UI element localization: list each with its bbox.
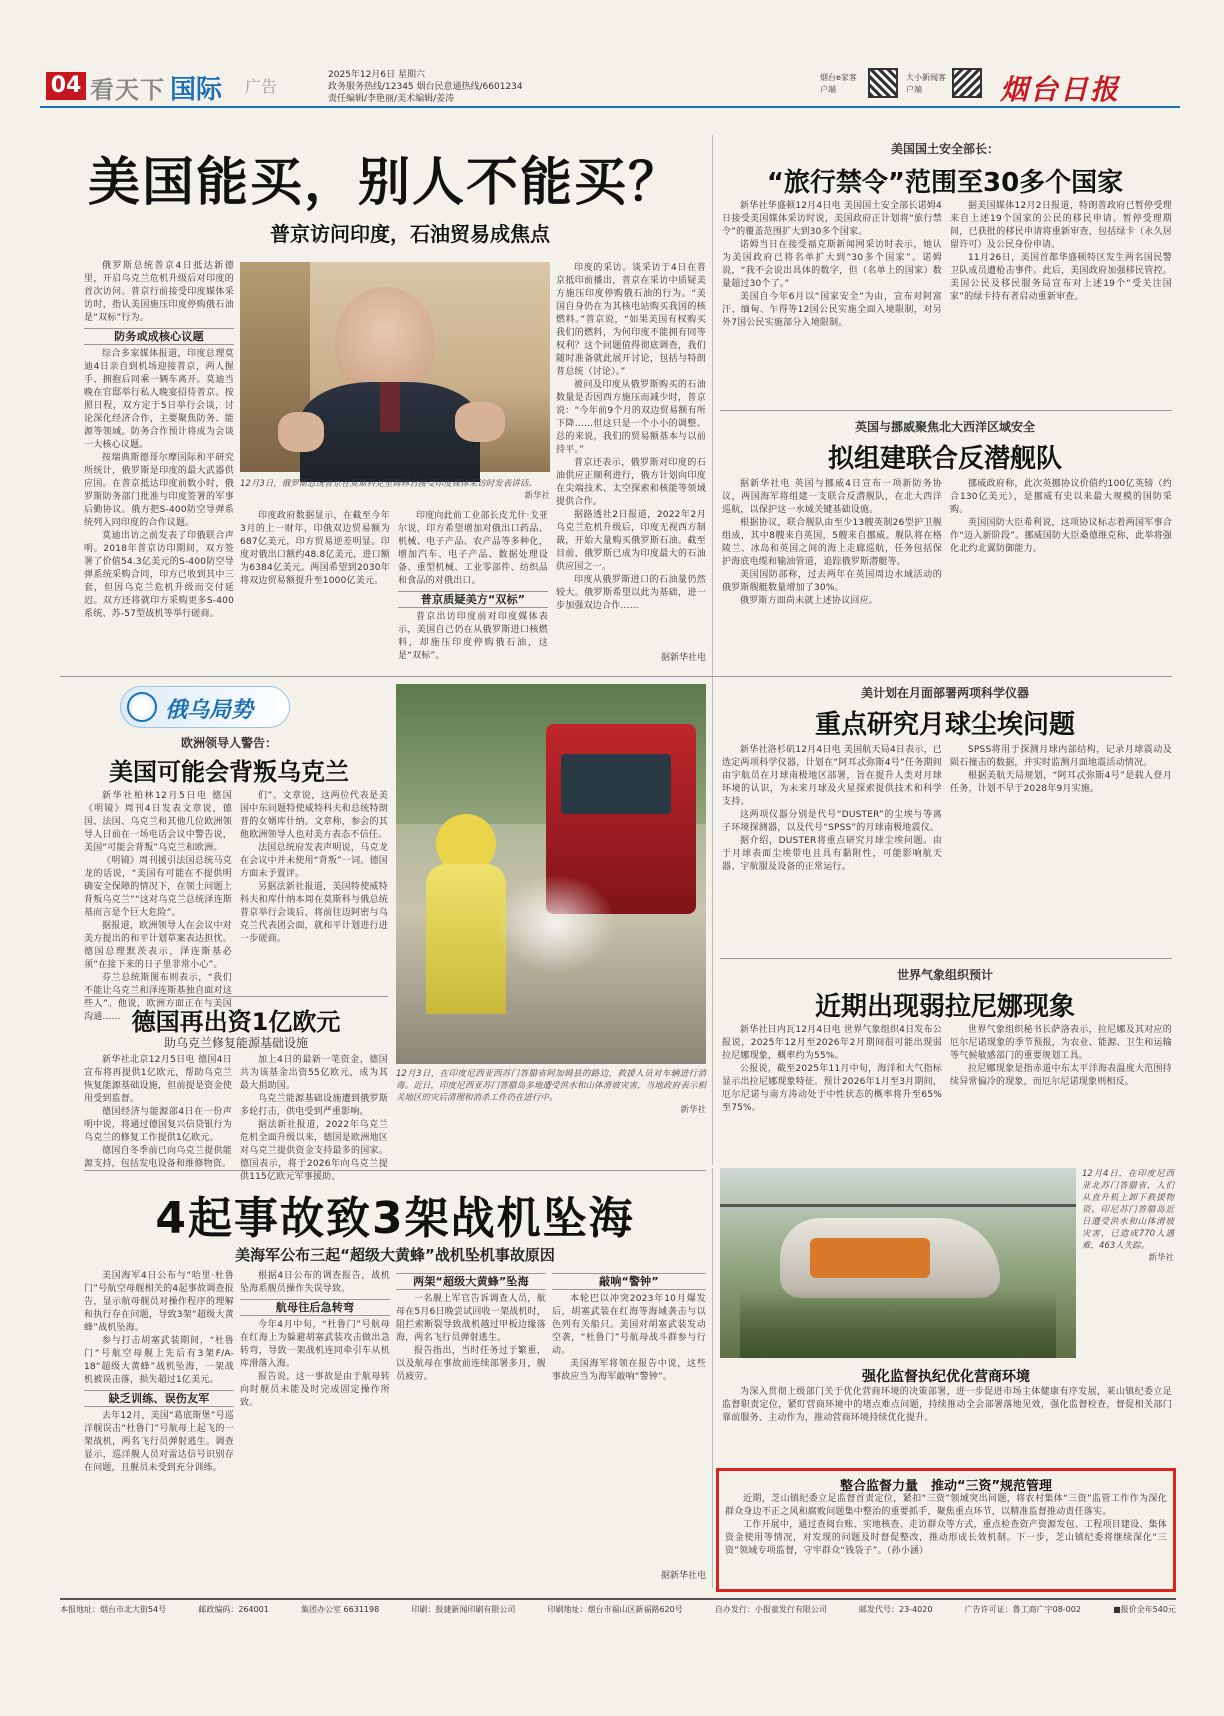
lead-col-1 bbox=[84, 260, 234, 660]
column-divider bbox=[712, 1168, 713, 1588]
helicopter-caption: 12月4日，在印度尼西亚北苏门答腊省，人们从直升机上卸下救援物资。印尼苏门答腊岛近日遭受洪水和山体滑坡灾害，已造成770人遇难，463人失踪。 新华社 bbox=[1082, 1169, 1174, 1263]
lead-paragraph: 普京还表示，俄罗斯对印度的石油供应正顺利进行，俄方计划向印度在尖端技术、太空探索和核能等领域提供合作。 bbox=[556, 458, 706, 507]
lanina-paragraph: 公报说，截至2025年11月中旬，海洋和大气指标显示出拉尼娜现象特征。预计2026年1月至3月期间，厄尔尼诺与南方涛动处于中性状态的概率将升至65%至75%。 bbox=[722, 1064, 942, 1113]
lead-paragraph: 综合多家媒体报道，印度总理莫迪4日亲自到机场迎接普京，两人握手、拥抱后同乘一辆车离开。莫迪当晚在官邸举行私人晚宴招待普京。按照日程，双方定于5日举行会谈，讨论深化经济合作，主要聚焦防务、能源等领域。防务合作预计将成为会谈一大核心议题。 bbox=[84, 349, 234, 450]
aid-col-1 bbox=[84, 1054, 232, 1169]
ukraine-paragraph: 《明镜》周刊援引法国总统马克龙的话说，“美国有可能在不提供明确安全保障的情况下，在领土问题上背叛乌克兰”“这对乌克兰总统泽连斯基而言是个巨大危险”。 bbox=[84, 856, 232, 918]
lanina-paragraph: 新华社日内瓦12月4日电 世界气象组织4日发布公报说，2025年12月至2026年2月期间很可能出现弱拉尼娜现象，概率约为55%。 bbox=[722, 1025, 942, 1061]
aid-paragraph: 德国经济与能源部4日在一份声明中说，将通过德国复兴信贷银行为乌克兰的修复工作提供1亿欧元。 bbox=[84, 1107, 232, 1143]
lunar-col-1 bbox=[722, 744, 942, 954]
disinfection-photo bbox=[396, 684, 706, 1064]
lead-subhead: 防务或成核心议题 bbox=[84, 328, 234, 345]
lead-headline: 美国能买，别人不能买？ bbox=[87, 153, 682, 213]
jets-subhead: 两架“超级大黄蜂”坠海 bbox=[396, 1273, 546, 1290]
travel-paragraph: 据美国媒体12月2日报道，特朗普政府已暂停受理来自上述19个国家的公民的移民申请。暂停受理期间，已获批的移民申请将重新审查，包括绿卡（永久居留许可）及公民身份申请。 bbox=[950, 201, 1172, 250]
jets-paragraph: 去年12月，美国“葛底斯堡”号巡洋舰误击“杜鲁门”号航母上起飞的一架战机，两名飞行员弹射逃生。调查显示，巡洋舰人员对雷达信号识别存在问题，且舰员未受到充分训练。 bbox=[84, 1411, 234, 1473]
footer-post: 邮政编码：264001 bbox=[198, 1605, 269, 1614]
local-paragraph: 为深入贯彻上级部门关于优化营商环境的决策部署，进一步促进市场主体健康有序发展，莱山镇纪委立足监督职责定位，紧盯营商环境中的堵点难点问题，持续推动全会部署落地见效，强化监督检查，督促相关部门靠前服务、主动作为，推动营商环境持续优化提升。 bbox=[722, 1387, 1172, 1423]
jets-subhead: 缺乏训练、误伤友军 bbox=[84, 1390, 234, 1407]
editors: 责任编辑/李艳丽/美术编辑/姜涛 bbox=[328, 94, 455, 104]
ukraine-col-1 bbox=[84, 790, 232, 1022]
ukraine-paragraph: 据报道，欧洲领导人在会议中对美方提出的和平计划草案表达担忧。德国总理默茨表示，泽连斯基必须“在接下来的日子里非常小心”。 bbox=[84, 921, 232, 970]
ukraine-paragraph: 芬兰总统斯图布则表示，“我们不能让乌克兰和泽连斯基独自面对这些人”。他说，欧洲方面正在与美国沟通…… bbox=[84, 973, 232, 1022]
lunar-kicker: 美计划在月面部署两项科学仪器 bbox=[860, 686, 1029, 700]
section-divider bbox=[60, 676, 1172, 677]
jets-paragraph: 一名舰上军官告诉调查人员，航母在5月6日晚尝试回收一架战机时，阻拦索断裂导致战机越过甲板边缘落海，两名飞行员弹射逃生。 bbox=[396, 1294, 546, 1343]
jets-paragraph: 今年4月中旬，“杜鲁门”号航母在红海上为躲避胡塞武装攻击做出急转弯，导致一架战机连同牵引车从机库滑落入海。 bbox=[240, 1320, 390, 1369]
jets-paragraph: 美国海军将领在报告中说，这些事故应当为海军敲响“警钟”。 bbox=[552, 1359, 706, 1382]
footer-license: 广告许可证：鲁工商广字08-002 bbox=[964, 1605, 1081, 1614]
footer-phone: 集团办公室 6631198 bbox=[301, 1605, 380, 1614]
lunar-paragraph: SPSS将用于探测月球内部结构，记录月球震动及陨石撞击的数据，并实时监测月面地震活动情况。 bbox=[950, 745, 1172, 768]
ukraine-badge: 俄乌局势 bbox=[120, 686, 290, 728]
jets-subhead: 航母往后急转弯 bbox=[240, 1299, 390, 1316]
lanina-col-2 bbox=[950, 1024, 1172, 1164]
lead-paragraph: 被问及印度从俄罗斯购买的石油数量是否因西方施压而减少时，普京说：“今年前9个月的双边贸易额有所下降……但这只是一个小小的调整。总的来说，我们的贸易额基本与以前持平。” bbox=[556, 380, 706, 455]
lunar-paragraph: 据介绍，DUSTER将重点研究月球尘埃问题。由于月球表面尘埃带电且具有黏附性，可能影响航天器、宇航服及设备的正常运行。 bbox=[722, 836, 942, 872]
lanina-paragraph: 拉尼娜现象是指赤道中东太平洋海表温度大范围持续异常偏冷的现象，而厄尔尼诺现象则相反。 bbox=[950, 1064, 1172, 1087]
lead-paragraph: 印度向此前工业部长皮尤什·戈亚尔说，印方希望增加对俄出口药品、机械、电子产品、农产品等多种化，增加汽车、电子产品、数据处理设备、重型机械、工业零部件、纺织品和食品的对俄出口。 bbox=[398, 511, 548, 586]
lanina-col-1 bbox=[722, 1024, 942, 1164]
lead-paragraph: 印度的采访。谈采访于4日在普京抵印前播出，普京在采访中质疑美方施压印度停购俄石油的行为。“美国自身仍在为其核电站购买我国的核燃料。”普京说，“如果美国有权购买我们的燃料，为何印度不能拥有同等权利？这个问题值得彻底调查，我们随时准备就此展开讨论，包括与特朗普总统（讨论）。” bbox=[556, 263, 706, 377]
disinfection-caption: 12月3日，在印度尼西亚西苏门答腊省阿加姆县的路边，救援人员对车辆进行消毒。近日，印度尼西亚苏门答腊岛多地遭受洪水和山体滑坡灾害，当地政府表示相关地区的灾后清理和消杀工作仍在进行中。 新华社 bbox=[396, 1069, 706, 1115]
lunar-col-2 bbox=[950, 744, 1172, 954]
jets-paragraph: 美国海军4日公布与“哈里·杜鲁门”号航空母舰相关的4起事故调查报告，显示航母舰员对操作程序的理解和执行存在问题，导致3架“超级大黄蜂”战机坠海。 bbox=[84, 1271, 234, 1333]
local-body bbox=[722, 1386, 1172, 1466]
travel-paragraph: 新华社华盛顿12月4日电 美国国土安全部长诺姆4日接受美国媒体采访时说，美国政府正计划将“旅行禁令”的覆盖范围扩大到30多个国家。 bbox=[722, 201, 942, 237]
aid-headline: 德国再出资1亿欧元 bbox=[131, 1008, 341, 1036]
page-number: 04 bbox=[46, 72, 86, 100]
section-name: 看天下 bbox=[90, 76, 165, 104]
paper-logo: 烟台日报 bbox=[1000, 73, 1121, 106]
jets-paragraph: 根据4日公布的调查报告，战机坠海系舰员操作失误导致。 bbox=[240, 1271, 390, 1294]
sub-paragraph: 挪威政府称，此次英挪协议价值约100亿英镑（约合130亿美元），是挪威有史以来最大规模的国防采购。 bbox=[950, 479, 1172, 515]
jets-paragraph: 报告说，这一事故是由于航母转向时舰员未能及时完成固定操作所致。 bbox=[240, 1372, 390, 1408]
putin-photo-caption: 12月3日，俄罗斯总统普京在莫斯科克里姆林宫接受印度媒体采访时发表讲话。 新华社 bbox=[240, 479, 550, 501]
jets-col-3 bbox=[396, 1270, 546, 1580]
qr-label-1: 烟台e家客户端 bbox=[820, 73, 857, 94]
ukraine-paragraph: 另据法新社报道，美国特使威特科夫和库什纳本周在莫斯科与俄总统普京举行会谈后，将前往迈阿密与乌克兰代表团会面，就和平计划进行进一步磋商。 bbox=[240, 882, 388, 944]
masthead-rule bbox=[40, 106, 1180, 108]
section-divider bbox=[84, 996, 388, 997]
ad-tag: 广告 bbox=[245, 77, 278, 96]
masthead bbox=[40, 66, 1170, 106]
section-divider bbox=[84, 1170, 706, 1171]
jets-subheadline: 美海军公布三起“超级大黄蜂”战机坠机事故原因 bbox=[235, 1246, 555, 1264]
aid-paragraph: 乌克兰能源基础设施遭到俄罗斯多轮打击，供电受到严重影响。 bbox=[240, 1094, 388, 1117]
footer-dist-code: 邮发代号：23-4020 bbox=[859, 1605, 933, 1614]
travel-col-2 bbox=[950, 200, 1172, 406]
lead-paragraph: 印度从俄罗斯进口的石油量仍然较大。俄罗斯希望以此为基础，进一步加强双边合作…… bbox=[556, 575, 706, 611]
footer-rule bbox=[60, 1598, 1176, 1600]
footer-print: 印刷：报捷新闻印刷有限公司 bbox=[411, 1605, 516, 1614]
section-divider bbox=[720, 410, 1172, 411]
aid-col-2 bbox=[240, 1054, 388, 1182]
putin-photo bbox=[240, 262, 550, 472]
jets-paragraph: 报告指出，当时任务过于繁重，以及航母在事故前连续部署多月，舰员疲劳。 bbox=[396, 1346, 546, 1382]
local-highlight-box bbox=[716, 1468, 1176, 1592]
lunar-paragraph: 根据美航天局规划，“阿耳忒弥斯4号”是载人登月任务，计划不早于2028年9月实施。 bbox=[950, 771, 1172, 794]
jets-col-1 bbox=[84, 1270, 234, 1580]
sub-paragraph: 根据协议，联合舰队由至少13艘英制26型护卫舰组成，其中8艘来自英国，5艘来自挪威。舰队将在格陵兰、冰岛和英国之间的海上走廊巡航，任务包括保护海底电缆和输油管道，追踪俄罗斯潜艇等。 bbox=[722, 518, 942, 567]
lead-paragraph: 普京出访印度前对印度媒体表示，美国自己仍在从俄罗斯进口核燃料，却施压印度停购俄石油，这是“双标”。 bbox=[398, 612, 548, 661]
sub-kicker: 英国与挪威聚焦北大西洋区域安全 bbox=[854, 420, 1035, 434]
lead-col-4 bbox=[556, 262, 706, 650]
lead-paragraph: 俄罗斯总统普京4日抵达新德里，开启乌克兰危机升级后对印度的首次访问。普京行前接受印度媒体采访时，指认美国施压印度停购俄石油是“双标”行为。 bbox=[84, 261, 234, 323]
sub-paragraph: 英国国防大臣希利说，这项协议标志着两国军事合作“迈入新阶段”。挪威国防大臣桑德维克称，此举将强化北约北翼防御能力。 bbox=[950, 518, 1172, 554]
sub-col-2 bbox=[950, 478, 1172, 672]
globe-icon bbox=[127, 692, 157, 722]
lead-paragraph: 按瑞典斯德哥尔摩国际和平研究所统计，俄罗斯是印度的最大武器供应国。在普京抵达印度前数小时，俄罗斯防务部门批准与印度签署的军事后勤协议。俄方把S-400防空导弹系统列入同印度的合作议题。 bbox=[84, 453, 234, 528]
ukraine-col-2 bbox=[240, 790, 388, 990]
aid-subheadline: 助乌克兰修复能源基础设施 bbox=[163, 1036, 308, 1050]
qr-code-icon bbox=[868, 68, 898, 98]
local-headline: 强化监督执纪优化营商环境 bbox=[862, 1369, 1030, 1385]
aid-paragraph: 据法新社报道，2022年乌克兰危机全面升级以来，德国是欧洲地区对乌克兰提供资金支持最多的国家。德国表示，将于2026年向乌克兰提供115亿欧元军事援助。 bbox=[240, 1120, 388, 1182]
travel-paragraph: 11月26日，美国首都华盛顿特区发生两名国民警卫队成员遭枪击事件。此后，美国政府加强移民管控。美国公民及移民服务局宣布对上述19个“受关注国家”的绿卡持有者启动重新审查。 bbox=[950, 253, 1172, 302]
local-box-body bbox=[725, 1493, 1167, 1587]
ukraine-headline: 美国可能会背叛乌克兰 bbox=[109, 758, 349, 786]
lead-subhead: 普京质疑美方“双标” bbox=[398, 591, 548, 608]
footer-print-address: 印刷地址：烟台市福山区新福路620号 bbox=[547, 1605, 683, 1614]
sub-paragraph: 据新华社电 英国与挪威4日宣布一项新防务协议，两国海军将组建一支联合反潜舰队，在北大西洋巡航，以保护这一水域关键基础设施。 bbox=[722, 479, 942, 515]
lanina-paragraph: 世界气象组织秘书长萨洛表示，拉尼娜及其对应的厄尔尼诺现象的季节预报，为农业、能源、卫生和运输等气候敏感部门的重要规划工具。 bbox=[950, 1025, 1172, 1061]
lunar-paragraph: 新华社洛杉矶12月4日电 美国航天局4日表示，已选定两项科学仪器，计划在“阿耳忒弥斯4号”任务期间由宇航员在月球南极地区部署，旨在提升人类对月球环境的认识，为未来月球及火星探索提供技术和科学支持。 bbox=[722, 745, 942, 807]
local-paragraph: 近期，芝山镇纪委立足监督首责定位，紧扣“三资”领域突出问题，将农村集体“三资”监管工作作为深化群众身边不正之风和腐败问题集中整治的重要抓手，聚焦重点环节，以精准监督推动责任落实。 bbox=[725, 1494, 1167, 1517]
jets-headline: 4起事故致3架战机坠海 bbox=[155, 1193, 635, 1244]
qr-label-2: 大小新闻客户端 bbox=[906, 73, 946, 94]
aid-paragraph: 加上4日的最新一笔资金，德国共为该基金出资55亿欧元，成为其最大捐助国。 bbox=[240, 1055, 388, 1091]
jets-col-4 bbox=[552, 1270, 706, 1566]
ukraine-paragraph: 新华社柏林12月5日电 德国《明镜》周刊4日发表文章说，德国、法国、乌克兰和其他几位欧洲领导人日前在一场电话会议中警告说，美国“可能会背叛”乌克兰和欧洲。 bbox=[84, 791, 232, 853]
ukraine-paragraph: 们”。文章说，这两位代表是美国中东问题特使威特科夫和总统特朗普的女婿库什纳。文章称，参会的其他欧洲领导人也对美方表态不信任。 bbox=[240, 791, 388, 840]
lead-col-3 bbox=[398, 510, 548, 660]
aid-paragraph: 新华社北京12月5日电 德国4日宣布将再提供1亿欧元，帮助乌克兰恢复能源基础设施，但前提是资金使用受到监督。 bbox=[84, 1055, 232, 1104]
ukraine-paragraph: 法国总统府发表声明说，马克龙在会议中并未使用“背叛”一词。德国方面未予置评。 bbox=[240, 843, 388, 879]
lead-source: 据新华社电 bbox=[660, 653, 706, 663]
local-paragraph: 工作开展中，通过查阅台账、实地核查、走访群众等方式，重点检查资产资源发包、工程项目建设、集体资金使用等情况，对发现的问题及时督促整改，推动形成长效机制。下一步，芝山镇纪委将继续深化“三资”领域专项监督，守牢群众“钱袋子”。（孙小涵） bbox=[725, 1520, 1167, 1556]
sub-col-1 bbox=[722, 478, 942, 672]
section-divider bbox=[720, 958, 1172, 959]
sub-paragraph: 俄罗斯方面尚未就上述协议回应。 bbox=[740, 596, 879, 606]
footer-price: ■报价全年540元 bbox=[1113, 1605, 1176, 1614]
lead-paragraph: 莫迪出访之前发表了印俄联合声明。2018年普京访印期间，双方签署了价值54.3亿美元的S-400防空导弹系统采购合同，印方已收到其中三套，但因乌克兰危机升级而交付延迟。双方还将就印方采购更多S-400系统、苏-57型战机等举行磋商。 bbox=[84, 531, 234, 619]
travel-headline: “旅行禁令”范围至30多个国家 bbox=[766, 168, 1124, 198]
local-box-author: （孙小涵） bbox=[886, 1546, 929, 1556]
footer-distribution: 自办发行：小报童发行有限公司 bbox=[714, 1605, 827, 1614]
lanina-kicker: 世界气象组织预计 bbox=[896, 968, 993, 982]
lead-subheadline: 普京访问印度，石油贸易成焦点 bbox=[270, 222, 550, 246]
sub-headline: 拟组建联合反潜舰队 bbox=[827, 444, 1062, 474]
travel-paragraph: 美国自今年6月以“国家安全”为由，宣布对阿富汗、缅甸、乍得等12国公民实施全面入境限制，对另外7国公民实施部分入境限制。 bbox=[722, 292, 942, 328]
jets-paragraph: 参与打击胡塞武装期间，“杜鲁门”号航空母舰上先后有3架F/A-18“超级大黄蜂”战机坠海，一架战机被误击落，损失超过1亿美元。 bbox=[84, 1336, 234, 1385]
issue-date: 2025年12月6日 星期六 bbox=[328, 70, 425, 80]
jets-source: 据新华社电 bbox=[660, 1571, 706, 1581]
lunar-paragraph: 这两项仪器分别是代号“DUSTER”的尘埃与等离子环境探测器，以及代号“SPSS”的月球南极地震仪。 bbox=[722, 810, 942, 833]
helicopter-photo bbox=[720, 1168, 1076, 1358]
travel-col-1 bbox=[722, 200, 942, 406]
jets-paragraph: 本轮巴以冲突2023年10月爆发后，胡塞武装在红海等海域袭击与以色列有关船只。美国对胡塞武装发动空袭，“杜鲁门”号航母战斗群参与行动。 bbox=[552, 1294, 706, 1356]
lunar-headline: 重点研究月球尘埃问题 bbox=[814, 710, 1075, 740]
lead-col-2 bbox=[240, 510, 390, 660]
column-divider bbox=[712, 135, 713, 1165]
section-name-bold: 国际 bbox=[170, 75, 223, 105]
local-box-headline: 整合监督力量 推动“三资”规范管理 bbox=[839, 1479, 1053, 1494]
aid-paragraph: 德国自冬季前已向乌克兰提供能源支持，包括发电设备和维修物资。 bbox=[84, 1146, 232, 1169]
travel-paragraph: 诺姆当日在接受福克斯新闻网采访时表示，她认为美国政府已将名单扩大到“30多个国家”。诺姆说，“我不会说出具体的数字，但（名单上的国家）数量超过30个了。” bbox=[722, 240, 942, 289]
travel-kicker: 美国国土安全部长： bbox=[890, 142, 999, 156]
jets-col-2 bbox=[240, 1270, 390, 1580]
ukraine-kicker: 欧洲领导人警告： bbox=[180, 736, 277, 750]
lead-paragraph: 据路透社2日报道，2022年2月乌克兰危机升级后，印度无视西方制裁，开始大量购买俄罗斯石油。截至目前，俄罗斯已成为印度最大的石油供应国之一。 bbox=[556, 510, 706, 572]
lanina-headline: 近期出现弱拉尼娜现象 bbox=[814, 992, 1075, 1022]
footer bbox=[60, 1604, 1176, 1618]
hotline: 政务服务热线/12345 烟台民意通热线/6601234 bbox=[328, 82, 523, 92]
qr-code-icon bbox=[952, 68, 982, 98]
jets-subhead: 敲响“警钟” bbox=[552, 1273, 706, 1290]
footer-address: 本报地址：烟台市北大街54号 bbox=[60, 1605, 167, 1614]
lead-paragraph: 印度政府数据显示，在截至今年3月的上一财年，印俄双边贸易额为687亿美元，印方贸易逆差明显。印度对俄出口额约48.8亿美元，进口额为6384亿美元。两国希望到2030年将双边贸易额提升至1000亿美元。 bbox=[240, 511, 390, 586]
sub-paragraph: 美国国防部称，过去两年在英国周边水域活动的俄罗斯舰艇数量增加了30%。 bbox=[722, 570, 942, 593]
